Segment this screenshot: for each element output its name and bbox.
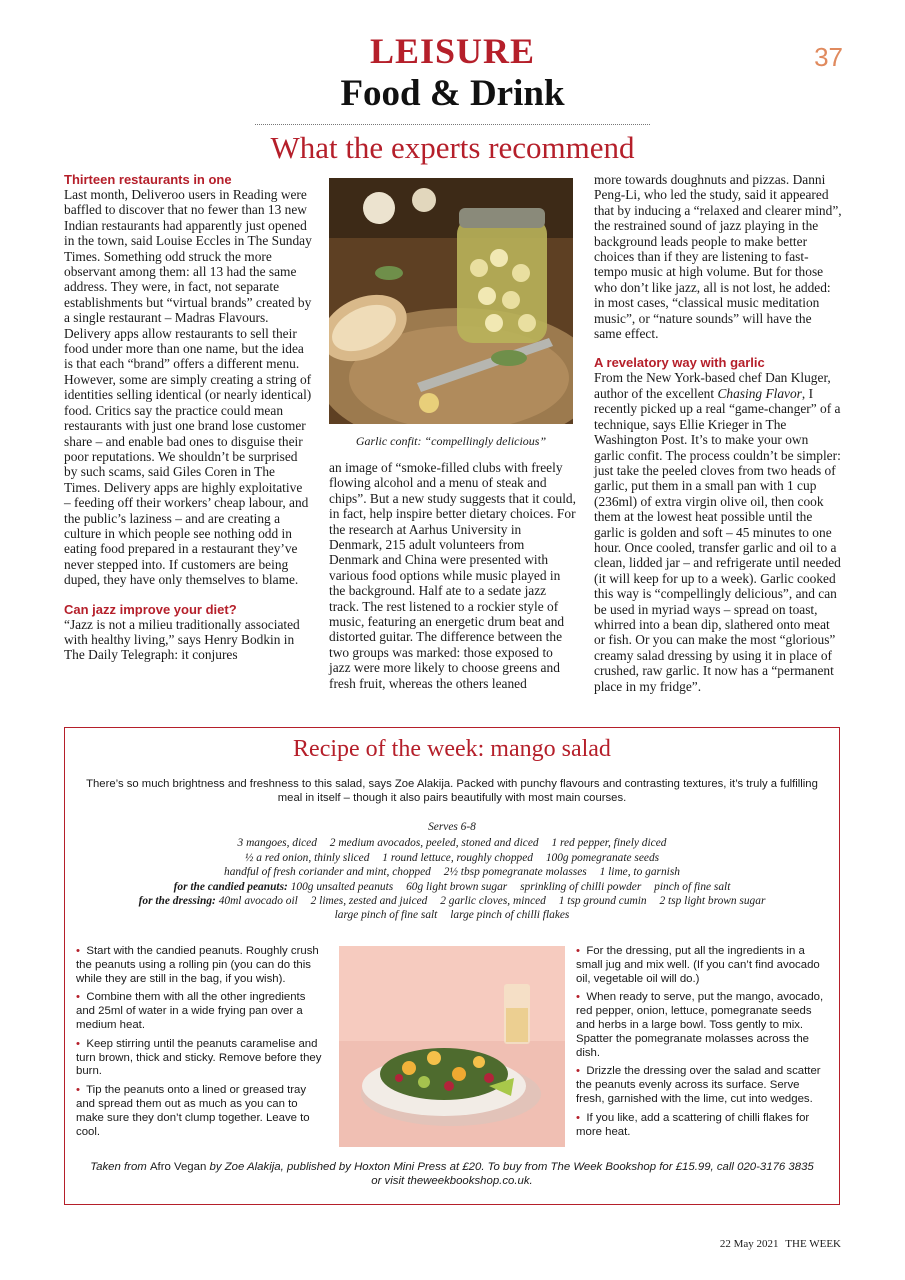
recipe-title: Recipe of the week: mango salad	[293, 736, 611, 762]
photo-caption: Garlic confit: “compellingly delicious”	[355, 434, 547, 448]
bullet-icon: •	[76, 1037, 80, 1050]
article-body-jazz-part3: more towards doughnuts and pizzas. Danni Peng-Li, who led the study, said it appeared that by inducing a “relaxed and clearer mind”, the restrained sound of jazz playing in the background leads people to make better choices than if they are listening to fast-tempo music at high volume. But for those who don’t like jazz, all is not lost, he added: in most cases, “classical music meditation music”, or “nature sounds” will have the same effect.	[594, 172, 842, 342]
ingredients-list	[70, 820, 834, 923]
page-number: 37	[814, 42, 843, 72]
article-heading-restaurants: Thirteen restaurants in one	[64, 172, 232, 187]
bullet-icon: •	[576, 1111, 580, 1124]
book-title-afro-vegan: Afro Vegan	[149, 1161, 207, 1173]
recipe-steps-right	[576, 945, 830, 1144]
ingredient-line-dressing-2: large pinch of fine salt large pinch of chilli flakes	[334, 909, 570, 922]
column-1	[64, 172, 312, 663]
bullet-icon: •	[576, 991, 580, 1004]
ingredient-line-dressing: for the dressing: 40ml avocado oil 2 limes, zested and juiced 2 garlic cloves, minced 1 tsp ground cumin 2 tsp light brown sugar	[138, 895, 766, 908]
mango-salad-photo	[339, 946, 565, 1147]
page-headline: What the experts recommend	[270, 130, 635, 165]
subsection-title: Food & Drink	[340, 73, 565, 114]
recipe-step: • If you like, add a scattering of chilli flakes for more heat.	[576, 1111, 810, 1138]
garlic-confit-photo	[329, 178, 573, 424]
ingredient-line: 3 mangoes, diced 2 medium avocados, peeled, stoned and diced 1 red pepper, finely diced	[237, 837, 667, 850]
issue-date: 22 May 2021	[719, 1238, 779, 1250]
recipe-steps-left	[76, 945, 326, 1144]
recipe-step: • Combine them with all the other ingredients and 25ml of water in a wide frying pan over a medium heat.	[76, 991, 306, 1031]
section-title: LEISURE	[369, 31, 536, 71]
publication-name: THE WEEK	[785, 1238, 841, 1250]
serves-line: Serves 6-8	[428, 821, 476, 833]
article-heading-garlic: A revelatory way with garlic	[594, 355, 765, 371]
page-footer	[720, 1238, 841, 1250]
recipe-intro: There’s so much brightness and freshness to this salad, says Zoe Alakija. Packed with punchy flavours and contrasting textures, it’s truly a fulfilling meal in itself – though it also pairs beautifully with most main courses.	[86, 778, 818, 804]
recipe-step: • Drizzle the dressing over the salad and scatter the peanuts evenly across its surface. Serve fresh, garnished with the lime, cut into wedges.	[576, 1065, 821, 1105]
ingredient-line: ½ a red onion, thinly sliced 1 round lettuce, roughly chopped 100g pomegranate seeds	[244, 851, 660, 864]
ingredient-line: handful of fresh coriander and mint, chopped 2½ tbsp pomegranate molasses 1 lime, to garnish	[224, 866, 680, 879]
recipe-credit: Taken from Afro Vegan by Zoe Alakija, published by Hoxton Mini Press at £20. To buy from The Week Bookshop for £15.99, call 020-3176 3835 or visit theweekbookshop.co.uk.	[90, 1161, 814, 1187]
article-body-garlic: From the New York-based chef Dan Kluger, author of the excellent Chasing Flavor, I recently picked up a real “game-changer” of a technique, says Ellie Krieger in The Washington Post. It’s to make your own garlic confit. The process couldn’t be simpler: just take the peeled cloves from two heads of garlic, put them in a small pan with 1 cup (236ml) of extra virgin olive oil, then cook them at the lowest heat possible until the garlic is golden and soft – 45 minutes to one hour. Once cooled, transfer garlic and oil to a clean, lidded jar – and refrigerate until needed (it will keep for up to a week). Garlic cooked this way is “compellingly delicious”, and can be used in myriad ways – spread on toast, whirred into a bean dip, slathered onto meat or fish. Or you can make the most “glorious” creamy salad dressing by using it in place of crushed, raw garlic. It now has a “permanent place in my fridge”.	[594, 370, 841, 694]
dotted-divider	[255, 124, 650, 125]
bullet-icon: •	[76, 1084, 80, 1097]
recipe-step: • When ready to serve, put the mango, avocado, red pepper, onion, lettuce, pomegranate seeds and herbs in a large bowl. Toss gently to mix. Spatter the pomegranate molasses across the dish.	[576, 991, 824, 1059]
bullet-icon: •	[576, 1065, 580, 1078]
recipe-step: • Keep stirring until the peanuts caramelise and turn brown, thick and sticky. Remove before they burn.	[76, 1037, 322, 1078]
book-title-chasing-flavor: Chasing Flavor	[717, 385, 802, 401]
recipe-step: • Start with the candied peanuts. Roughly crush the peanuts using a rolling pin (you can do this while they are still in the bag, if you wish).	[76, 945, 319, 985]
column-2	[329, 460, 577, 691]
article-body-jazz-part2: an image of “smoke-filled clubs with freely flowing alcohol and a menu of steak and chips”. But a new study suggests that it could, in fact, help inspire better dietary choices. For the research at Aarhus University in Denmark, 215 adult volunteers from Denmark and China were presented with various food options while music played in the background. Half ate to a sedate jazz track. The rest listened to a rockier style of music, featuring an energetic drum beat and distorted guitar. The difference between the two groups was marked: those exposed to jazz were more likely to choose greens and fresh fruit, whereas the others leaned	[329, 460, 576, 691]
recipe-step: • Tip the peanuts onto a lined or greased tray and spread them out as much as you can to make sure they don’t clump together. Leave to cool.	[76, 1084, 310, 1138]
bullet-icon: •	[76, 945, 80, 957]
bullet-icon: •	[76, 991, 80, 1004]
ingredient-line-peanuts: for the candied peanuts: 100g unsalted peanuts 60g light brown sugar sprinkling of chilli powder pinch of fine salt	[173, 880, 731, 893]
article-body-jazz-part1: “Jazz is not a milieu traditionally associated with healthy living,” says Henry Bodkin in The Daily Telegraph: it conjures	[64, 616, 300, 663]
article-body-restaurants: Last month, Deliveroo users in Reading were baffled to discover that no fewer than 13 new Indian restaurants had apparently just opened in the town, said Louise Eccles in The Sunday Times. Something odd struck the more observant among them: all 13 had the same address. They were, in fact, not separate establishments but “virtual brands” created by a single restaurant – Madras Flavours. Delivery apps allow restaurants to sell their food under more than one name, but the idea is that each “brand” offers a different menu. However, some are simply creating a string of identities selling identical (or nearly identical) food. Critics say the practice could mean restaurants with just one brand lose customer share – and enable bad ones to disguise their poor reputations. We shouldn’t be surprised by such scams, said Giles Coren in The Times. Delivery apps are highly exploitative – feeding off their workers’ cheap labour, and the public’s laziness – and are creating a culture in which people see nothing odd in eating food prepared in a restaurant they’ve never stepped into. If customers are being duped, they have only themselves to blame.	[64, 187, 312, 588]
article-heading-jazz: Can jazz improve your diet?	[64, 601, 237, 617]
bullet-icon: •	[576, 945, 580, 957]
recipe-step: • For the dressing, put all the ingredients in a small jug and mix well. (If you can’t find avocado oil, vegetable oil will do.)	[576, 945, 820, 985]
column-3	[594, 172, 842, 694]
